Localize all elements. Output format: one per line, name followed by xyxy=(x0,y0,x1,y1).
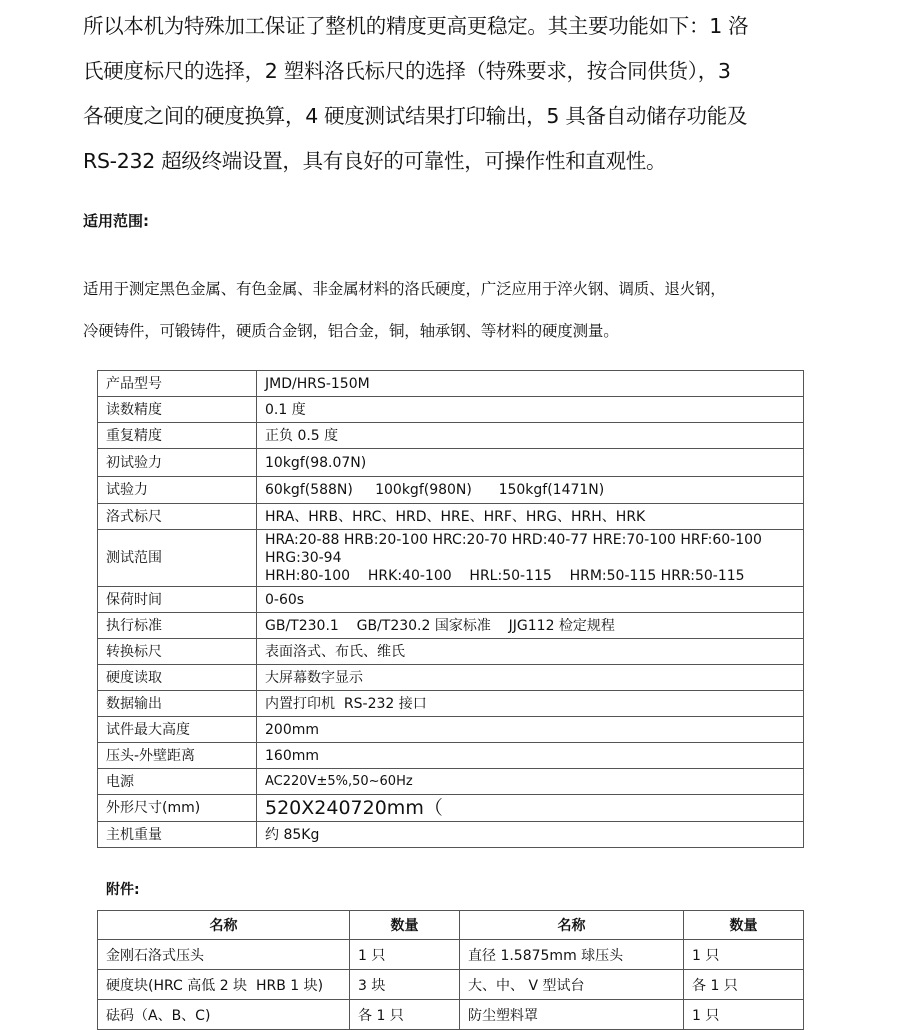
table-row xyxy=(98,530,804,587)
spec-key: 压头-外壁距离 xyxy=(98,743,257,769)
table-row xyxy=(98,970,804,1000)
table-row xyxy=(98,795,804,822)
table-cell: 砝码（A、B、C) xyxy=(98,1000,350,1030)
table-row xyxy=(98,1000,804,1030)
table-row xyxy=(98,504,804,530)
table-row xyxy=(98,691,804,717)
table-row xyxy=(98,423,804,449)
spec-value: HRA、HRB、HRC、HRD、HRE、HRF、HRG、HRH、HRK xyxy=(257,504,804,530)
table-cell: 3 块 xyxy=(350,970,460,1000)
spec-value-line: HRA:20-88 HRB:20-100 HRC:20-70 HRD:40-77 HRE:70-100 HRF:60-100 xyxy=(265,532,762,548)
intro-line: 各硬度之间的硬度换算，4 硬度测试结果打印输出，5 具备自动储存功能及 xyxy=(83,104,748,128)
table-cell: 各 1 只 xyxy=(684,970,804,1000)
table-header-row xyxy=(98,911,804,940)
spec-value: 内置打印机 RS-232 接口 xyxy=(257,691,804,717)
table-row xyxy=(98,449,804,477)
table-row xyxy=(98,639,804,665)
spec-key: 产品型号 xyxy=(98,371,257,397)
table-cell: 各 1 只 xyxy=(350,1000,460,1030)
spec-key: 试件最大高度 xyxy=(98,717,257,743)
spec-value: AC220V±5%,50~60Hz xyxy=(257,769,804,795)
spec-table xyxy=(97,370,804,848)
scope-line: 冷硬铸件，可锻铸件，硬质合金钢，铝合金，铜，轴承钢、等材料的硬度测量。 xyxy=(83,322,619,340)
table-cell: 大、中、 V 型试台 xyxy=(460,970,684,1000)
spec-value: 200mm xyxy=(257,717,804,743)
column-header: 数量 xyxy=(684,911,804,940)
intro-line: 所以本机为特殊加工保证了整机的精度更高更稳定。其主要功能如下：1 洛 xyxy=(83,14,749,38)
spec-key: 测试范围 xyxy=(98,530,257,587)
intro-line: RS-232 超级终端设置，具有良好的可靠性，可操作性和直观性。 xyxy=(83,149,667,173)
accessories-table xyxy=(97,910,804,1030)
table-row xyxy=(98,371,804,397)
table-row xyxy=(98,717,804,743)
column-header: 名称 xyxy=(460,911,684,940)
spec-value: 520X240720mm（ xyxy=(257,795,804,822)
spec-value: 大屏幕数字显示 xyxy=(257,665,804,691)
spec-key: 执行标准 xyxy=(98,613,257,639)
spec-key: 读数精度 xyxy=(98,397,257,423)
spec-value-line: HRH:80-100 HRK:40-100 HRL:50-115 HRM:50-115 HRR:50-115 xyxy=(265,568,745,584)
spec-value: 约 85Kg xyxy=(257,822,804,848)
table-row xyxy=(98,613,804,639)
table-row xyxy=(98,397,804,423)
intro-line: 氏硬度标尺的选择，2 塑料洛氏标尺的选择（特殊要求，按合同供货），3 xyxy=(83,59,731,83)
spec-value: JMD/HRS-150M xyxy=(257,371,804,397)
table-row xyxy=(98,477,804,504)
scope-paragraph xyxy=(83,268,726,352)
scope-line: 适用于测定黑色金属、有色金属、非金属材料的洛氏硬度，广泛应用于淬火钢、调质、退火钢， xyxy=(83,280,726,298)
spec-key: 转换标尺 xyxy=(98,639,257,665)
spec-key: 重复精度 xyxy=(98,423,257,449)
spec-key: 保荷时间 xyxy=(98,587,257,613)
spec-value: 10kgf(98.07N) xyxy=(257,449,804,477)
spec-key: 硬度读取 xyxy=(98,665,257,691)
table-row xyxy=(98,769,804,795)
table-row xyxy=(98,665,804,691)
intro-paragraph xyxy=(83,4,843,184)
spec-value xyxy=(257,530,804,587)
table-cell: 1 只 xyxy=(350,940,460,970)
table-cell: 直径 1.5875mm 球压头 xyxy=(460,940,684,970)
spec-key: 初试验力 xyxy=(98,449,257,477)
spec-key: 洛式标尺 xyxy=(98,504,257,530)
table-cell: 防尘塑料罩 xyxy=(460,1000,684,1030)
table-cell: 1 只 xyxy=(684,940,804,970)
table-row xyxy=(98,743,804,769)
spec-value: 0.1 度 xyxy=(257,397,804,423)
table-cell: 金刚石洛式压头 xyxy=(98,940,350,970)
table-cell: 硬度块(HRC 高低 2 块 HRB 1 块) xyxy=(98,970,350,1000)
column-header: 名称 xyxy=(98,911,350,940)
spec-value-line: HRG:30-94 xyxy=(265,550,342,566)
spec-value: 160mm xyxy=(257,743,804,769)
spec-key: 主机重量 xyxy=(98,822,257,848)
spec-value: 60kgf(588N) 100kgf(980N) 150kgf(1471N) xyxy=(257,477,804,504)
spec-value: GB/T230.1 GB/T230.2 国家标准 JJG112 检定规程 xyxy=(257,613,804,639)
spec-value: 表面洛式、布氏、维氏 xyxy=(257,639,804,665)
spec-key: 数据输出 xyxy=(98,691,257,717)
table-cell: 1 只 xyxy=(684,1000,804,1030)
table-row xyxy=(98,940,804,970)
accessories-heading: 附件: xyxy=(106,882,140,898)
spec-value: 正负 0.5 度 xyxy=(257,423,804,449)
spec-value: 0-60s xyxy=(257,587,804,613)
column-header: 数量 xyxy=(350,911,460,940)
spec-key: 电源 xyxy=(98,769,257,795)
table-row xyxy=(98,587,804,613)
spec-key: 试验力 xyxy=(98,477,257,504)
table-row xyxy=(98,822,804,848)
spec-key: 外形尺寸(mm) xyxy=(98,795,257,822)
scope-heading: 适用范围: xyxy=(83,212,149,230)
